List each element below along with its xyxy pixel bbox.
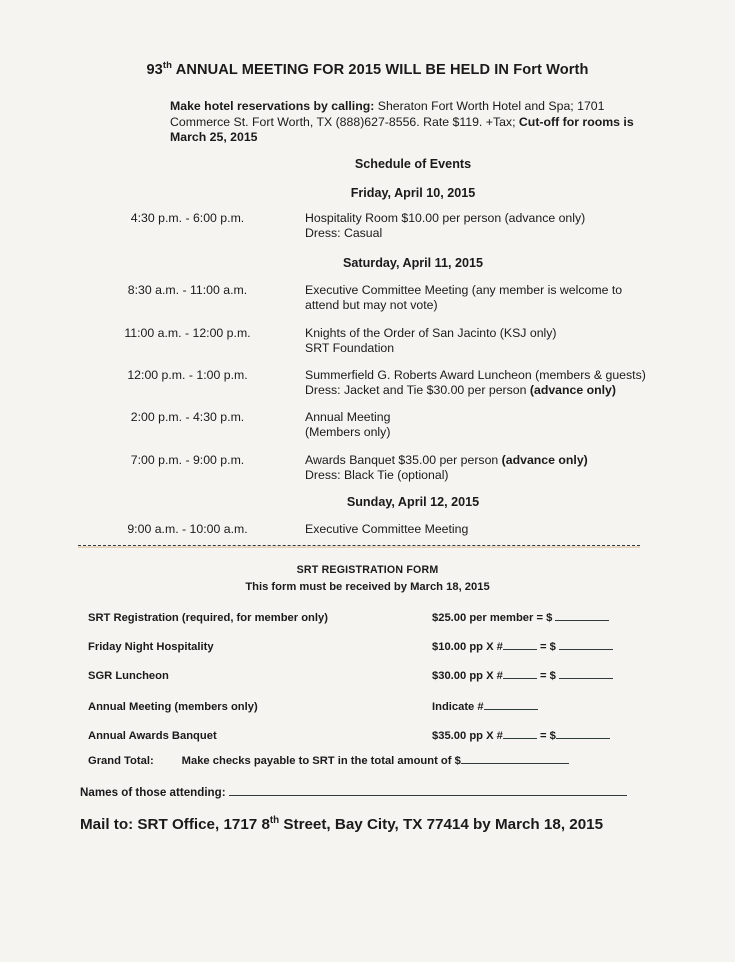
- form-row-value-text: $35.00 pp X #: [432, 730, 503, 742]
- event-time: 9:00 a.m. - 10:00 a.m.: [127, 522, 248, 536]
- hotel-reservation-block: [170, 99, 645, 146]
- form-row-label: SGR Luncheon: [88, 670, 169, 682]
- section-divider: [78, 545, 640, 546]
- form-row-value-mid: = $: [536, 641, 559, 653]
- mail-to-pre: Mail to: SRT Office, 1717 8: [80, 816, 270, 833]
- day-heading-friday: Friday, April 10, 2015: [350, 186, 476, 200]
- event-line-2: Dress: Jacket and Tie $30.00 per person: [305, 383, 530, 398]
- event-line-2: SRT Foundation: [305, 341, 395, 356]
- form-row-value: [432, 612, 609, 624]
- event-description: [305, 368, 705, 399]
- registration-form-title: SRT REGISTRATION FORM: [296, 564, 439, 576]
- schedule-heading: Schedule of Events: [354, 157, 472, 171]
- event-line-2: Dress: Casual: [305, 226, 383, 241]
- form-row-value: [432, 670, 613, 682]
- quantity-blank[interactable]: [503, 678, 537, 679]
- title-ordinal-suffix: th: [162, 60, 173, 72]
- quantity-blank[interactable]: [503, 738, 537, 739]
- form-row-value: [432, 701, 538, 713]
- names-attending-label: Names of those attending:: [80, 786, 226, 799]
- form-row-value-text: $25.00 per member = $: [432, 612, 556, 624]
- form-row-label: Annual Meeting (members only): [88, 701, 258, 713]
- event-description: [305, 211, 705, 242]
- quantity-blank[interactable]: [503, 649, 537, 650]
- event-line-1: Awards Banquet $35.00 per person: [305, 453, 502, 467]
- event-description: [305, 410, 705, 441]
- event-time: 2:00 p.m. - 4:30 p.m.: [130, 410, 245, 424]
- mail-to-line: [80, 816, 603, 833]
- amount-blank[interactable]: [556, 738, 610, 739]
- form-row-label: SRT Registration (required, for member only): [88, 612, 328, 624]
- names-attending-blank[interactable]: [229, 795, 627, 796]
- grand-total-text: Make checks payable to SRT in the total amount of $: [181, 755, 461, 767]
- event-line-1: Hospitality Room $10.00 per person (advance only): [305, 211, 586, 225]
- hotel-details: Sheraton Fort Worth Hotel and Spa; 1701 Commerce St. Fort Worth, TX (888)627-8556. Rate $119. +Tax;: [170, 99, 605, 129]
- event-line-1: Knights of the Order of San Jacinto (KSJ only): [305, 326, 557, 340]
- event-description: [305, 326, 705, 357]
- event-line-2: Dress: Black Tie (optional): [305, 468, 449, 483]
- event-line-2: (Members only): [305, 425, 391, 440]
- registration-form-subtitle: This form must be received by March 18, 2015: [245, 581, 490, 593]
- event-description: [305, 453, 705, 484]
- hotel-lead-label: Make hotel reservations by calling:: [170, 99, 375, 113]
- hotel-cutoff-label: Cut-off for rooms is March 25, 2015: [170, 114, 634, 144]
- form-row-value: [432, 641, 613, 653]
- event-time: 7:00 p.m. - 9:00 p.m.: [130, 453, 245, 467]
- event-line-1: Executive Committee Meeting (any member is welcome to: [305, 283, 623, 297]
- form-row-label: Friday Night Hospitality: [88, 641, 214, 653]
- event-time: 8:30 a.m. - 11:00 a.m.: [127, 283, 248, 297]
- event-line-1: Executive Committee Meeting: [305, 522, 469, 536]
- grand-total-blank[interactable]: [461, 763, 569, 764]
- form-row-value: [432, 730, 610, 742]
- event-line-1-emphasis: (advance only): [501, 453, 588, 467]
- amount-blank[interactable]: [555, 620, 609, 621]
- event-description: [305, 522, 705, 537]
- form-row-value-text: $10.00 pp X #: [432, 641, 503, 653]
- event-time: 4:30 p.m. - 6:00 p.m.: [130, 211, 245, 225]
- form-row-value-text: Indicate #: [432, 701, 484, 713]
- grand-total-row: [88, 755, 569, 767]
- amount-blank[interactable]: [559, 649, 613, 650]
- title-number: 93: [146, 62, 163, 78]
- event-description: [305, 283, 705, 314]
- street-ordinal-suffix: th: [269, 814, 280, 826]
- event-line-2-emphasis: (advance only): [529, 383, 616, 398]
- title-rest: ANNUAL MEETING FOR 2015 WILL BE HELD IN Fort Worth: [172, 62, 589, 78]
- names-attending-row: [80, 786, 627, 799]
- form-row-value-text: $30.00 pp X #: [432, 670, 503, 682]
- grand-total-label: Grand Total:: [88, 755, 154, 767]
- quantity-blank[interactable]: [484, 709, 538, 710]
- event-line-2: attend but may not vote): [305, 298, 438, 313]
- day-heading-sunday: Sunday, April 12, 2015: [346, 495, 480, 509]
- amount-blank[interactable]: [559, 678, 613, 679]
- page-title: [0, 62, 735, 78]
- event-line-1: Summerfield G. Roberts Award Luncheon (members & guests): [305, 368, 646, 382]
- form-row-value-mid: = $: [536, 730, 556, 742]
- event-line-1: Annual Meeting: [305, 410, 391, 424]
- event-time: 11:00 a.m. - 12:00 p.m.: [124, 326, 251, 340]
- mail-to-post: Street, Bay City, TX 77414 by March 18, 2015: [279, 816, 604, 833]
- form-row-label: Annual Awards Banquet: [88, 730, 217, 742]
- event-time: 12:00 p.m. - 1:00 p.m.: [127, 368, 248, 382]
- form-row-value-mid: = $: [536, 670, 559, 682]
- day-heading-saturday: Saturday, April 11, 2015: [343, 256, 483, 270]
